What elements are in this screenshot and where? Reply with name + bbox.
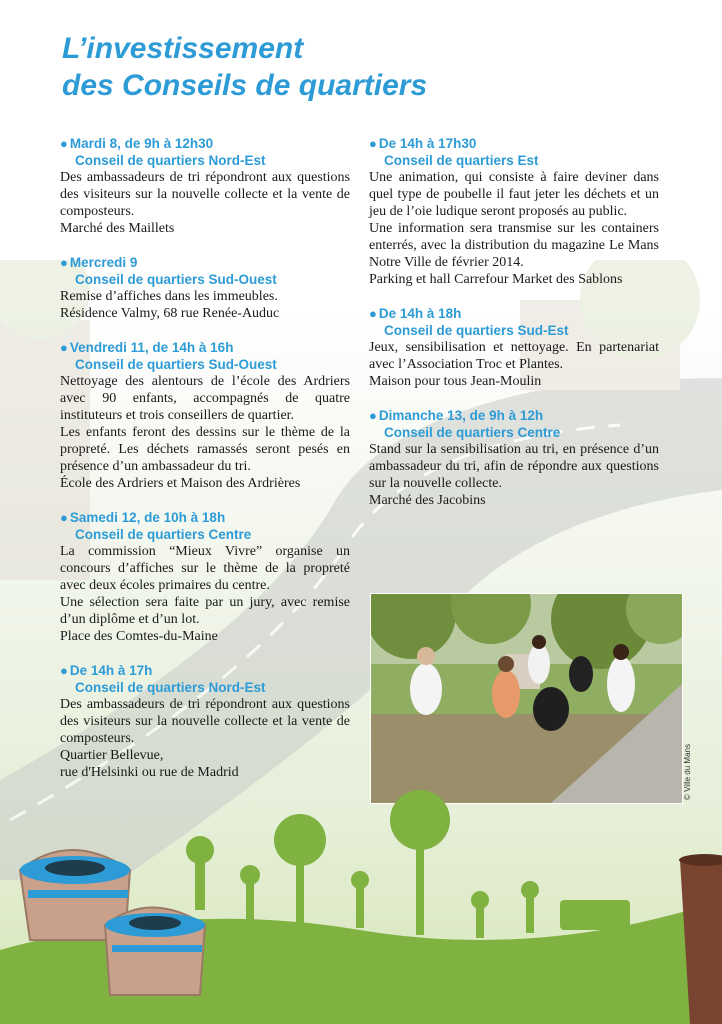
- event-body: [60, 169, 350, 237]
- event-council: Conseil de quartiers Sud-Est: [384, 323, 569, 338]
- event-body: [369, 441, 659, 509]
- bullet-icon: ●: [60, 663, 68, 678]
- page-title: [62, 30, 662, 104]
- event-location: Résidence Valmy, 68 rue Renée-Auduc: [60, 306, 280, 321]
- event-date: ● Samedi 12, de 10h à 18h: [60, 510, 226, 525]
- event-description: Remise d’affiches dans les immeubles.: [60, 289, 278, 304]
- event-date: ● De 14h à 18h: [369, 306, 462, 321]
- event-description: Jeux, sensibilisation et nettoyage. En partenariat avec l’Association Troc et Plantes.: [369, 340, 659, 372]
- event-council: Conseil de quartiers Nord-Est: [75, 680, 266, 695]
- bullet-icon: ●: [60, 136, 68, 151]
- event-body: [60, 696, 350, 781]
- event-description: Stand sur la sensibilisation au tri, en présence d’un ambassadeur du tri, afin de répondre aux questions sur la nouvelle collecte.: [369, 442, 659, 491]
- event-item: [60, 135, 350, 237]
- event-item: [369, 305, 659, 390]
- event-description: Des ambassadeurs de tri répondront aux questions des visiteurs sur la nouvelle collecte et la vente de composteurs.: [60, 697, 350, 746]
- event-council: Conseil de quartiers Nord-Est: [75, 153, 266, 168]
- event-location-2: rue d'Helsinki ou rue de Madrid: [60, 765, 239, 780]
- event-council: Conseil de quartiers Est: [384, 153, 539, 168]
- event-date: ● Dimanche 13, de 9h à 12h: [369, 408, 544, 423]
- event-description: Nettoyage des alentours de l’école des Ardriers avec 90 enfants, accompagnés de quatre instituteurs et trois conseillers de quartier.: [60, 374, 350, 423]
- event-description: Des ambassadeurs de tri répondront aux questions des visiteurs sur la nouvelle collecte et la vente de composteurs.: [60, 170, 350, 219]
- event-location: Maison pour tous Jean-Moulin: [369, 374, 542, 389]
- event-council: Conseil de quartiers Sud-Ouest: [75, 272, 277, 287]
- bullet-icon: ●: [60, 340, 68, 355]
- bullet-icon: ●: [369, 408, 377, 423]
- event-location: École des Ardriers et Maison des Ardrières: [60, 476, 301, 491]
- event-date: ● De 14h à 17h30: [369, 136, 477, 151]
- event-location: Marché des Jacobins: [369, 493, 486, 508]
- event-body: [60, 373, 350, 492]
- right-column: [369, 135, 659, 526]
- compost-bin-small: [105, 908, 205, 996]
- silhouettes-group: [186, 790, 630, 938]
- left-column: [60, 135, 350, 798]
- event-body: [369, 169, 659, 288]
- event-description-2: Une sélection sera faite par un jury, avec remise d’un diplôme et d’un lot.: [60, 595, 350, 627]
- event-description: Une animation, qui consiste à faire deviner dans quel type de poubelle il faut jeter les déchets et un jeu de l’oie ludique seront proposés au public.: [369, 170, 659, 219]
- photo-credit: © Ville du Mans: [683, 744, 692, 800]
- event-location: Marché des Maillets: [60, 221, 175, 236]
- event-location: Quartier Bellevue,: [60, 748, 164, 763]
- event-council: Conseil de quartiers Centre: [75, 527, 252, 542]
- event-description-2: Les enfants feront des dessins sur le thème de la propreté. Les déchets ramassés seront pesés en présence d’un ambassadeur du tri.: [60, 425, 350, 474]
- event-date: ● De 14h à 17h: [60, 663, 153, 678]
- event-item: [60, 509, 350, 645]
- event-item: [60, 662, 350, 781]
- event-location: Place des Comtes-du-Maine: [60, 629, 218, 644]
- bullet-icon: ●: [60, 510, 68, 525]
- bullet-icon: ●: [369, 306, 377, 321]
- event-description: La commission “Mieux Vivre” organise un concours d’affiches sur le thème de la propreté avec deux écoles primaires du centre.: [60, 544, 350, 593]
- bullet-icon: ●: [369, 136, 377, 151]
- event-item: [60, 339, 350, 492]
- event-body: [369, 339, 659, 390]
- event-body: [60, 288, 350, 322]
- event-date: ● Mardi 8, de 9h à 12h30: [60, 136, 214, 151]
- event-body: [60, 543, 350, 645]
- event-date: ● Mercredi 9: [60, 255, 138, 270]
- event-date: ● Vendredi 11, de 14h à 16h: [60, 340, 234, 355]
- bottom-recycling-illustration: [0, 780, 722, 1024]
- event-item: [60, 254, 350, 322]
- event-council: Conseil de quartiers Sud-Ouest: [75, 357, 277, 372]
- page-title-line1: L’investissement: [62, 32, 304, 65]
- event-location: Parking et hall Carrefour Market des Sablons: [369, 272, 623, 287]
- photo-illustration: [371, 594, 682, 803]
- event-council: Conseil de quartiers Centre: [384, 425, 561, 440]
- page-title-line2: des Conseils de quartiers: [62, 69, 428, 102]
- event-item: [369, 135, 659, 288]
- event-description-2: Une information sera transmise sur les containers enterrés, avec la distribution du magazine Le Mans Notre Ville de février 2014.: [369, 221, 659, 270]
- volunteers-cleanup-photo: [370, 593, 683, 804]
- bullet-icon: ●: [60, 255, 68, 270]
- event-item: [369, 407, 659, 509]
